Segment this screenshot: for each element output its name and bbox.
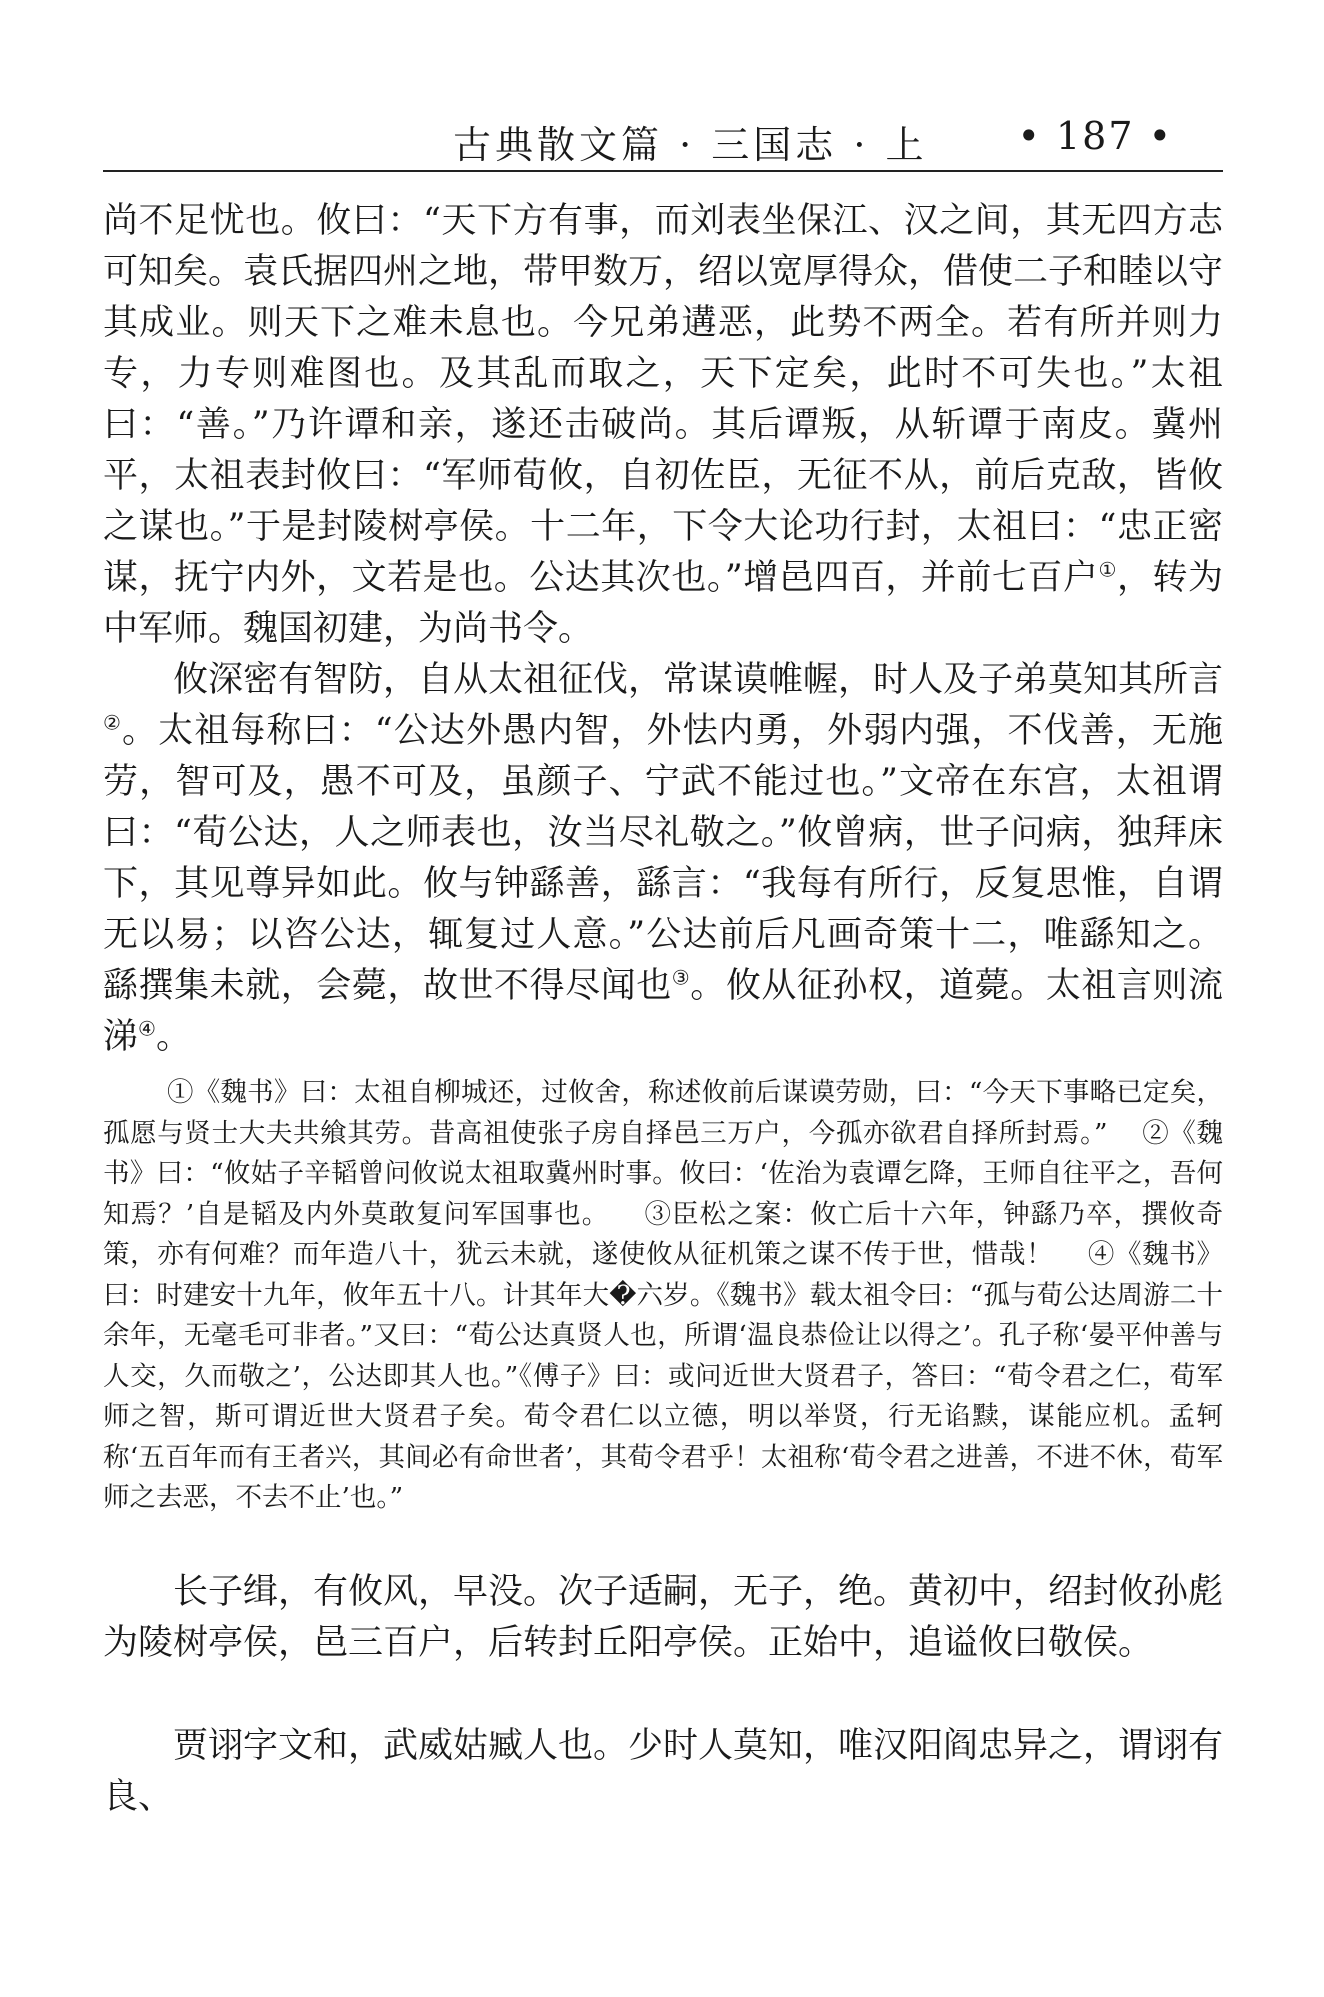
paragraph-2-text-a: 攸深密有智防，自从太祖征伐，常谋谟帷幄，时人及子弟莫知其所言: [173, 660, 1224, 700]
running-title: 古典散文篇 · 三国志 · 上: [453, 123, 928, 167]
paragraph-3: 长子缉，有攸风，早没。次子适嗣，无子，绝。黄初中，绍封攸孙彪为陵树亭侯，邑三百户，后转封丘阳亭侯。正始中，追谥攸曰敬侯。: [103, 1571, 1224, 1663]
footnote-1: ①《魏书》曰：太祖自柳城还，过攸舍，称述攸前后谋谟劳勋，曰：“今天下事略已定矣，孤愿与贤士大夫共飨其劳。昔高祖使张子房自择邑三万户，今孤亦欲君自择所封焉。”: [103, 1077, 1223, 1149]
header-rule: [103, 170, 1223, 172]
footnote-mark-2: ②: [103, 710, 123, 735]
footnotes: [103, 1073, 1223, 1519]
paragraph-2-text-b: 。太祖每称曰：“公达外愚内智，外怯内勇，外弱内强，不伐善，无施劳，智可及，愚不可及，虽颜子、宁武不能过也。”文帝在东宫，太祖谓曰：“荀公达，人之师表也，汝当尽礼敬之。”攸曾病，世子问病，独拜床下，其见尊异如此。攸与钟繇善，繇言：“我每有所行，反复思惟，自谓无以易；以咨公达，辄复过人意。”公达前后凡画奇策十二，唯繇知之。繇撰集未就，会薨，故世不得尽闻也: [103, 711, 1223, 1006]
footnote-4: ④《魏书》曰：时建安十九年，攸年五十八。计其年大�六岁。《魏书》载太祖令曰：“孤与荀公达周游二十余年，无毫毛可非者。”又曰：“荀公达真贤人也，所谓‘温良恭俭让以得之’。孔子称‘晏平仲善与人交，久而敬之’，公达即其人也。”《傅子》曰：或问近世大贤君子，答曰：“荀令君之仁，荀军师之智，斯可谓近世大贤君子矣。荀令君仁以立德，明以举贤，行无谄黩，谋能应机。孟轲称‘五百年而有王者兴，其间必有命世者’，其荀令君乎！太祖称‘荀令君之进善，不进不休，荀军师之去恶，不去不止’也。”: [103, 1239, 1224, 1513]
footnote-3: ③臣松之案：攸亡后十六年，钟繇乃卒，撰攸奇策，亦有何难？而年造八十，犹云未就，遂使攸从征机策之谋不传于世，惜哉！: [103, 1198, 1223, 1270]
page-body: [103, 196, 1223, 1823]
footnotes-block: [103, 1073, 1223, 1519]
page-header: [103, 108, 1223, 172]
paragraph-1-tail: ，转为中军师。魏国初建，为尚书令。: [103, 558, 1223, 649]
footnote-mark-3: ③: [671, 965, 691, 990]
paragraph-2-text-d: 。: [155, 1017, 191, 1057]
paragraph-4: 贾诩字文和，武威姑臧人也。少时人莫知，唯汉阳阎忠异之，谓诩有良、: [103, 1725, 1224, 1817]
paragraph-1: [103, 196, 1223, 655]
paragraph-2-text-c: 。攸从征孙权，道薨。太祖言则流涕: [103, 966, 1223, 1057]
footnote-2: ②《魏书》曰：“攸姑子辛韬曾问攸说太祖取冀州时事。攸曰：‘佐治为袁谭乞降，王师自往平之，吾何知焉？’自是韬及内外莫敢复问军国事也。: [103, 1117, 1223, 1230]
footnote-mark-4: ④: [138, 1016, 156, 1041]
paragraph-2: [103, 655, 1223, 1063]
page-number: • 187 •: [1017, 114, 1173, 158]
paragraph-1-text: 尚不足忧也。攸曰：“天下方有事，而刘表坐保江、汉之间，其无四方志可知矣。袁氏据四州之地，带甲数万，绍以宽厚得众，借使二子和睦以守其成业。则天下之难未息也。今兄弟遘恶，此势不两全。若有所并则力专，力专则难图也。及其乱而取之，天下定矣，此时不可失也。”太祖曰：“善。”乃许谭和亲，遂还击破尚。其后谭叛，从斩谭于南皮。冀州平，太祖表封攸曰：“军师荀攸，自初佐臣，无征不从，前后克敌，皆攸之谋也。”于是封陵树亭侯。十二年，下令大论功行封，太祖曰：“忠正密谋，抚宁内外，文若是也。公达其次也。”增邑四百，并前七百户: [103, 201, 1224, 598]
footnote-mark-1: ①: [1098, 557, 1117, 582]
